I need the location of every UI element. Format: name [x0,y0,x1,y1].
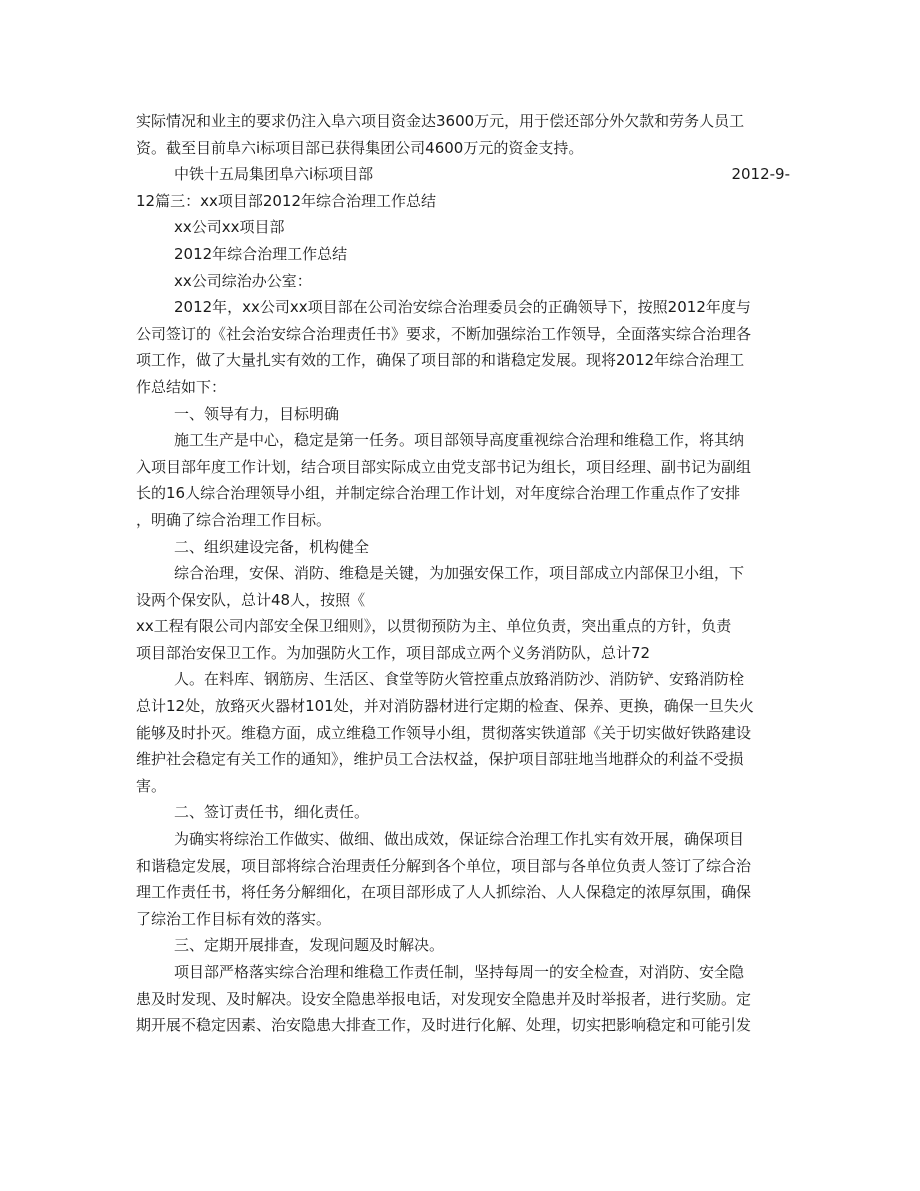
paragraph-line: 和谐稳定发展，项目部将综合治理责任分解到各个单位，项目部与各单位负责人签订了综合治 [136,856,752,875]
signature-date: 2012-9- [731,165,790,184]
paragraph-line: 项目部严格落实综合治理和维稳工作责任制，坚持每周一的安全检查，对消防、安全隐 [174,963,745,981]
paragraph-line: 2012年，xx公司xx项目部在公司治安综合治理委员会的正确领导下，按照2012年度与 [174,298,751,317]
paragraph-line: 公司签订的《社会治安综合治理责任书》要求，不断加强综治工作领导，全面落实综合治理各 [136,324,752,343]
paragraph-line: 施工生产是中心，稳定是第一任务。项目部领导高度重视综合治理和维稳工作，将其纳 [174,431,745,450]
paragraph-line: xx工程有限公司内部安全保卫细则》，以贯彻预防为主、单位负责，突出重点的方针，负责 [136,617,732,636]
body-line-1: 实际情况和业主的要求仍注入阜六项目资金达3600万元，用于偿还部分外欠款和劳务人员工 [136,112,745,130]
paragraph-line: 设两个保安队，总计48人，按照《 [136,590,366,609]
paragraph-line: 项目部治安保卫工作。为加强防火工作，项目部成立两个义务消防队，总计72 [136,643,651,662]
paragraph-line: 了综治工作目标有效的落实。 [136,909,332,928]
paragraph-line: 为确实将综治工作做实、做细、做出成效，保证综合治理工作扎实有效开展，确保项目 [174,830,745,849]
paragraph-line: 能够及时扑灭。维稳方面，成立维稳工作领导小组，贯彻落实铁道部《关于切实做好铁路建设 [136,723,752,742]
doc-title: 2012年综合治理工作总结 [174,244,348,263]
paragraph-line: 总计12处，放臵灭火器材101处，并对消防器材进行定期的检查、保养、更换，确保一旦失火 [136,697,754,716]
paragraph-line: 长的16人综合治理领导小组，并制定综合治理工作计划，对年度综合治理工作重点作了安排 [136,484,741,503]
paragraph-line: 综合治理，安保、消防、维稳是关键，为加强安保工作，项目部成立内部保卫小组，下 [174,564,745,583]
signature-line [136,161,790,188]
subheading-2: 二、组织建设完备，机构健全 [174,537,370,556]
paragraph-line: 患及时发现、及时解决。设安全隐患举报电话，对发现安全隐患并及时举报者，进行奖励。定 [136,989,752,1008]
body-line-2: 资。截至目前阜六i标项目部已获得集团公司4600万元的资金支持。 [136,138,584,157]
paragraph-line: 理工作责任书，将任务分解细化，在项目部形成了人人抓综治、人人保稳定的浓厚氛围，确保 [136,883,752,902]
section-heading: 12篇三：xx项目部2012年综合治理工作总结 [136,191,437,210]
doc-company: xx公司xx项目部 [174,218,285,237]
paragraph-line: 期开展不稳定因素、治安隐患大排查工作，及时进行化解、处理，切实把影响稳定和可能引发 [136,1016,752,1035]
subheading-4: 三、定期开展排查，发现问题及时解决。 [174,936,445,955]
paragraph-line: 项工作，做了大量扎实有效的工作，确保了项目部的和谐稳定发展。现将2012年综合治理工 [136,351,745,370]
doc-recipient: xx公司综治办公室： [174,271,312,290]
paragraph-line: ，明确了综合治理工作目标。 [136,510,332,529]
subheading-3: 二、签订责任书，细化责任。 [174,803,370,822]
paragraph-line: 人。在料库、钢筋房、生活区、食堂等防火管控重点放臵消防沙、消防铲、安臵消防栓 [174,670,745,689]
paragraph-line: 害。 [136,776,167,795]
paragraph-line: 作总结如下： [136,377,227,396]
subheading-1: 一、领导有力，目标明确 [174,404,340,423]
signature-org: 中铁十五局集团阜六i标项目部 [174,165,374,184]
paragraph-line: 维护社会稳定有关工作的通知》，维护员工合法权益，保护项目部驻地当地群众的利益不受损 [136,750,744,769]
paragraph-line: 入项目部年度工作计划，结合项目部实际成立由党支部书记为组长，项目经理、副书记为副组 [136,457,752,476]
